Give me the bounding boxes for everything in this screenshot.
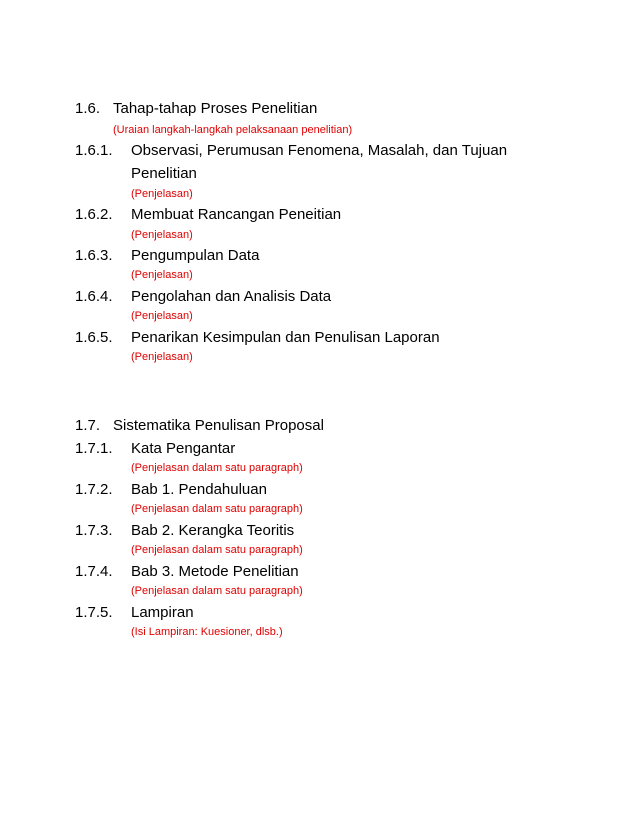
section-title: Tahap-tahap Proses Penelitian — [113, 100, 318, 117]
subsection-note: (Penjelasan) — [131, 269, 193, 281]
subsection-number: 1.7.4. — [75, 563, 113, 580]
subsection-title: Bab 3. Metode Penelitian — [131, 563, 299, 580]
subsection-note: (Penjelasan dalam satu paragraph) — [131, 585, 303, 597]
subsection-title: Pengolahan dan Analisis Data — [131, 288, 332, 305]
section-1-6-note: (Uraian langkah-langkah pelaksanaan penelitian) — [113, 124, 353, 136]
subsection-note: (Penjelasan) — [131, 310, 193, 322]
subsection-note: (Isi Lampiran: Kuesioner, dlsb.) — [131, 626, 283, 638]
subsection-number: 1.6.2. — [75, 206, 113, 223]
subsection-note: (Penjelasan dalam satu paragraph) — [131, 503, 303, 515]
subsection-title: Penarikan Kesimpulan dan Penulisan Laporan — [131, 329, 440, 346]
subsection-note: (Penjelasan) — [131, 351, 193, 363]
subsection-title-continued: Penelitian — [131, 165, 197, 182]
subsection-note: (Penjelasan dalam satu paragraph) — [131, 462, 303, 474]
subsection-note: (Penjelasan) — [131, 229, 193, 241]
subsection-note: (Penjelasan dalam satu paragraph) — [131, 544, 303, 556]
subsection-title: Bab 1. Pendahuluan — [131, 481, 267, 498]
subsection-number: 1.6.4. — [75, 288, 113, 305]
section-title: Sistematika Penulisan Proposal — [113, 417, 324, 434]
subsection-number: 1.6.3. — [75, 247, 113, 264]
subsection-number: 1.6.1. — [75, 142, 113, 159]
subsection-number: 1.7.3. — [75, 522, 113, 539]
subsection-note: (Penjelasan) — [131, 188, 193, 200]
subsection-number: 1.6.5. — [75, 329, 113, 346]
subsection-number: 1.7.5. — [75, 604, 113, 621]
subsection-number: 1.7.1. — [75, 440, 113, 457]
subsection-number: 1.7.2. — [75, 481, 113, 498]
section-number: 1.6. — [75, 100, 101, 117]
subsection-title: Observasi, Perumusan Fenomena, Masalah, dan Tujuan — [131, 142, 508, 159]
subsection-title: Bab 2. Kerangka Teoritis — [131, 522, 295, 539]
subsection-title: Membuat Rancangan Peneitian — [131, 206, 342, 223]
subsection-title: Lampiran — [131, 604, 194, 621]
section-number: 1.7. — [75, 417, 101, 434]
subsection-title: Kata Pengantar — [131, 440, 236, 457]
subsection-title: Pengumpulan Data — [131, 247, 260, 264]
